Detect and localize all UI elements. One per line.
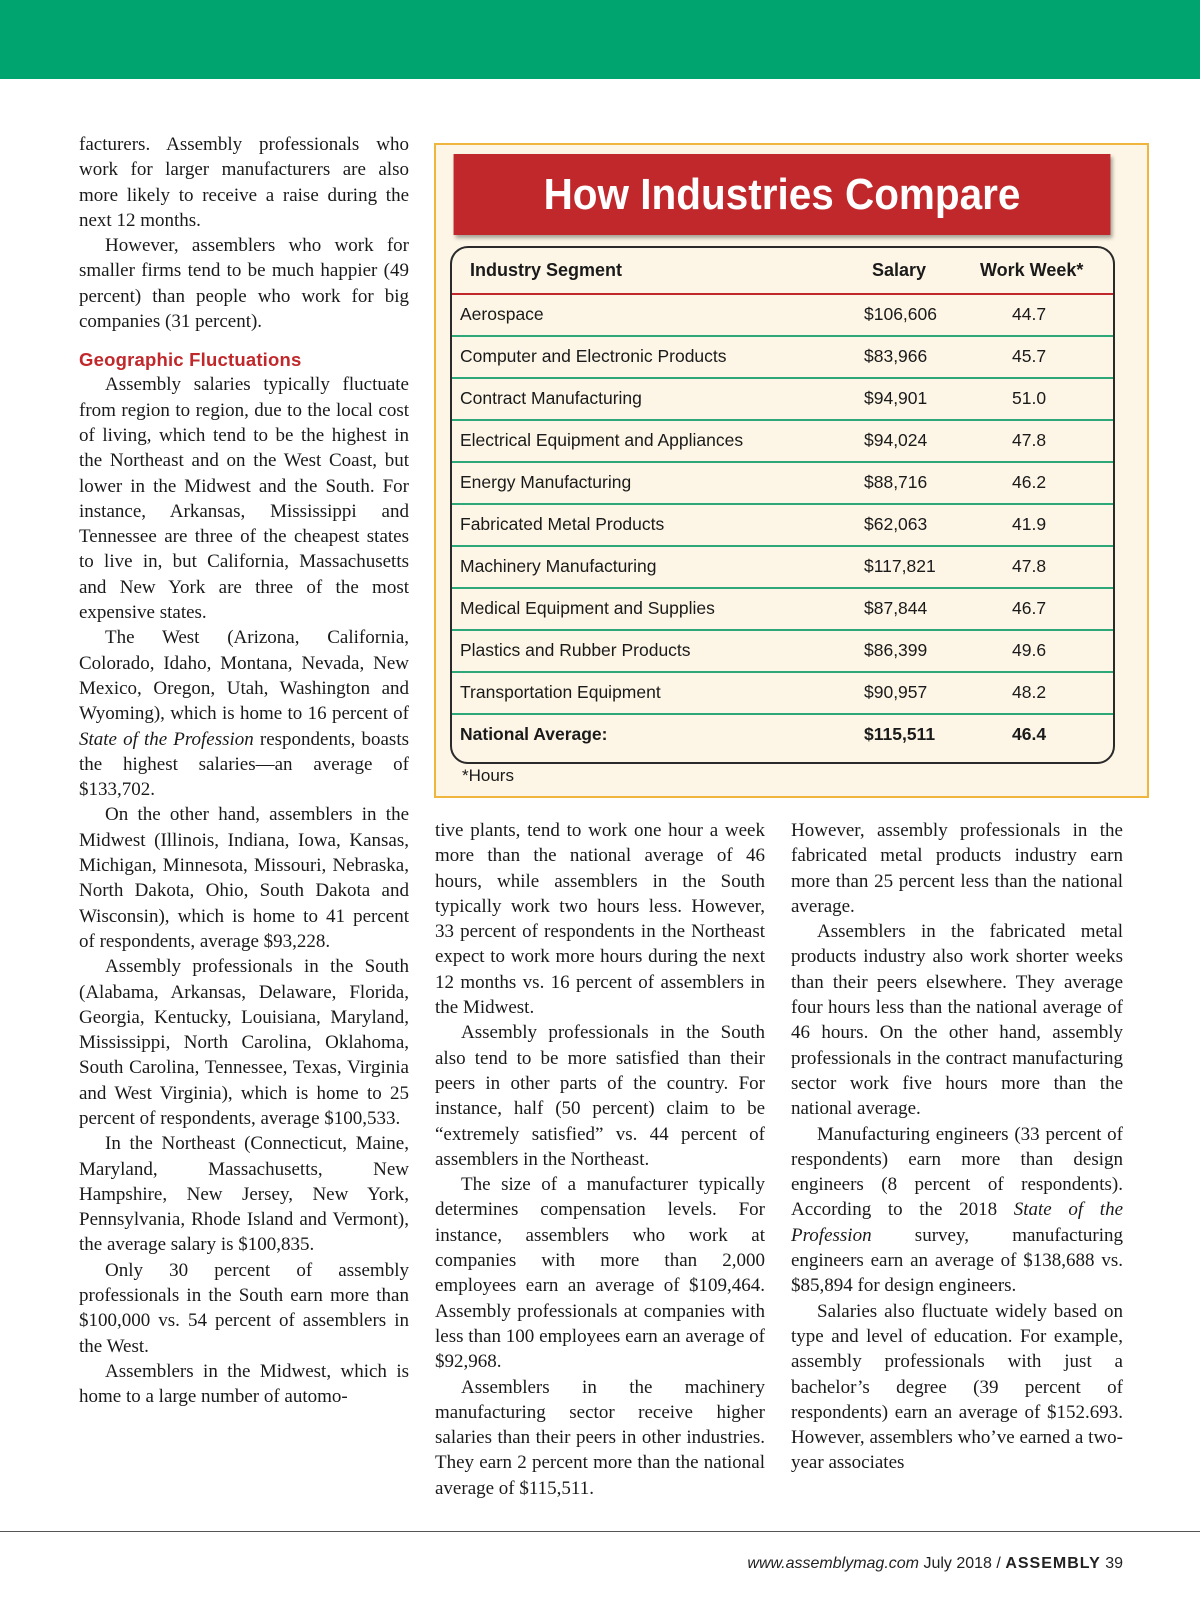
text-run: respondents, boasts the highest salaries—an average of $133,702. <box>79 728 409 801</box>
article-paragraph: Assembly professionals in the South also tend to be more satisfied than their peers in other parts of the country. For instance, half (50 percent) claim to be “extremely satisfied” vs. 44 percent of assemblers in the Northeast. <box>435 1022 765 1170</box>
article-paragraph: Only 30 percent of assembly professionals in the South earn more than $100,000 vs. 54 percent of assemblers in the West. <box>79 1259 409 1357</box>
cell-salary: $62,063 <box>864 514 928 534</box>
article-paragraph: tive plants, tend to work one hour a week more than the national average of 46 hours, while assemblers in the South typically work two hours less. However, 33 percent of respondents in the Northeast expect to work more hours during the next 12 months vs. 16 percent of assemblers in the Midwest. <box>435 820 765 1019</box>
article-paragraph: However, assembly professionals in the fabricated metal products industry earn more than 25 percent less than the national average. <box>791 820 1123 917</box>
text-run: Manufacturing engineers (33 percent of respondents) earn more than design engineers (8 percent of respondents). According to the 2018 <box>791 1123 1123 1221</box>
table-row <box>452 503 1113 547</box>
sidebar-title: How Industries Compare <box>454 154 1111 235</box>
cell-segment: Fabricated Metal Products <box>460 514 665 534</box>
cell-salary: $86,399 <box>864 640 928 660</box>
cell-segment: Computer and Electronic Products <box>460 346 727 366</box>
article-paragraph: In the Northeast (Connecticut, Maine, Maryland, Massachusetts, New Hampshire, New Jersey, New York, Pennsylvania, Rhode Island and Vermont), the average salary is $100,835. <box>79 1133 409 1256</box>
cell-work-week: 48.2 <box>1012 682 1047 702</box>
article-paragraph: Assemblers in the machinery manufacturing sector receive higher salaries than their peers in other industries. They earn 2 percent more than the national average of $115,511. <box>435 1376 765 1499</box>
text-run: survey, manufacturing engineers earn an average of $138,688 vs. $85,894 for design engineers. <box>791 1224 1123 1297</box>
table-row <box>452 587 1113 631</box>
article-paragraph: Salaries also fluctuate widely based on type and level of education. For example, assembly professionals with just a bachelor’s degree (39 percent of respondents) earn an average of $152.693. However, assemblers who’ve earned a two-year associates <box>791 1300 1123 1474</box>
cell-segment: Transportation Equipment <box>460 682 661 702</box>
footer-rule <box>0 1531 1200 1532</box>
header-work-week: Work Week* <box>980 260 1084 280</box>
cell-work-week: 49.6 <box>1012 640 1047 660</box>
table-row <box>452 293 1113 337</box>
article-paragraph-west <box>79 625 409 802</box>
cell-salary: $115,511 <box>864 724 936 744</box>
cell-work-week: 45.7 <box>1012 346 1047 366</box>
industry-table <box>450 246 1115 764</box>
cell-segment: Medical Equipment and Supplies <box>460 598 715 618</box>
cell-segment: Electrical Equipment and Appliances <box>460 430 744 450</box>
cell-salary: $94,901 <box>864 388 928 408</box>
cell-work-week: 46.7 <box>1012 598 1047 618</box>
cell-segment: Aerospace <box>460 304 544 324</box>
article-paragraph: Assembly professionals in the South (Alabama, Arkansas, Delaware, Florida, Georgia, Kentucky, Louisiana, Maryland, Mississippi, North Carolina, Oklahoma, South Carolina, Tennessee, Texas, Virginia and West Virginia), which is home to 25 percent of respondents, average $100,533. <box>79 956 409 1129</box>
article-paragraph: Assembly salaries typically fluctuate from region to region, due to the local cost of living, which tend to be the highest in the Northeast and on the West Coast, but lower in the Midwest and the South. For instance, Arkansas, Mississippi and Tennessee are three of the cheapest states to live in, but California, Massachusetts and New York are three of the most expensive states. <box>79 374 409 624</box>
article-column-1 <box>79 132 409 1410</box>
cell-salary: $106,606 <box>864 304 937 324</box>
cell-work-week: 51.0 <box>1012 388 1047 408</box>
table-row <box>452 419 1113 463</box>
text-run: The West (Arizona, California, Colorado, Idaho, Montana, Nevada, New Mexico, Oregon, Utah, Washington and Wyoming), which is home to 16 percent of <box>79 627 409 725</box>
article-paragraph: On the other hand, assemblers in the Midwest (Illinois, Indiana, Iowa, Kansas, Michigan, Minnesota, Missouri, Nebraska, North Dakota, Ohio, South Dakota and Wisconsin), which is home to 41 percent of respondents, average $93,228. <box>79 804 409 952</box>
article-paragraph: The size of a manufacturer typically determines compensation levels. For instance, assemblers who work at companies with more than 2,000 employees earn an average of $109,464. Assembly professionals at companies with less than 100 employees earn an average of $92,968. <box>435 1174 765 1373</box>
table-row-national-average <box>452 713 1113 755</box>
cell-segment: Contract Manufacturing <box>460 388 642 408</box>
article-paragraph: Assemblers in the Midwest, which is home to a large number of automo- <box>79 1360 409 1408</box>
cell-segment: Plastics and Rubber Products <box>460 640 691 660</box>
article-paragraph: However, assemblers who work for smaller firms tend to be much happier (49 percent) than people who work for big companies (31 percent). <box>79 235 409 333</box>
cell-salary: $117,821 <box>864 556 936 576</box>
table-row <box>452 461 1113 505</box>
cell-work-week: 46.2 <box>1012 472 1047 492</box>
page-number: 39 <box>1105 1555 1123 1572</box>
cell-salary: $90,957 <box>864 682 928 702</box>
section-subhead: Geographic Fluctuations <box>79 349 302 371</box>
cell-segment: Energy Manufacturing <box>460 472 632 492</box>
table-row <box>452 671 1113 715</box>
cell-salary: $94,024 <box>864 430 928 450</box>
header-segment: Industry Segment <box>470 260 623 280</box>
table-header <box>452 248 1113 295</box>
table-row <box>452 335 1113 379</box>
cell-work-week: 47.8 <box>1012 556 1047 576</box>
header-salary: Salary <box>872 260 927 280</box>
publication-title: State of the Profession <box>79 728 254 750</box>
article-column-2 <box>435 818 765 1501</box>
publication-title: State of the Profession <box>791 1199 1124 1246</box>
cell-segment: Machinery Manufacturing <box>460 556 657 576</box>
footer-separator: / <box>996 1555 1001 1572</box>
article-paragraph: facturers. Assembly professionals who work for larger manufacturers are also more likely to receive a raise during the next 12 months. <box>79 134 409 231</box>
page-footer <box>747 1555 1123 1573</box>
table-footnote: *Hours <box>462 766 514 785</box>
cell-work-week: 44.7 <box>1012 304 1047 324</box>
footer-url: www.assemblymag.com <box>747 1555 919 1572</box>
cell-salary: $88,716 <box>864 472 928 492</box>
cell-salary: $83,966 <box>864 346 928 366</box>
top-color-bar <box>0 0 1200 79</box>
table-row <box>452 545 1113 589</box>
table-row <box>452 629 1113 673</box>
cell-work-week: 41.9 <box>1012 514 1047 534</box>
table-row <box>452 377 1113 421</box>
article-paragraph: Assemblers in the fabricated metal products industry also work shorter weeks than their peers elsewhere. They average four hours less than the national average of 46 hours. On the other hand, assembly professionals in the contract manufacturing sector work five hours more than the national average. <box>791 921 1123 1120</box>
article-paragraph-engineers <box>791 1122 1123 1299</box>
footer-brand: ASSEMBLY <box>1005 1555 1101 1572</box>
cell-work-week: 46.4 <box>1012 724 1047 744</box>
article-column-3 <box>791 818 1123 1476</box>
footer-issue: July 2018 <box>923 1555 992 1572</box>
cell-salary: $87,844 <box>864 598 928 618</box>
cell-segment: National Average: <box>460 724 608 744</box>
cell-work-week: 47.8 <box>1012 430 1047 450</box>
